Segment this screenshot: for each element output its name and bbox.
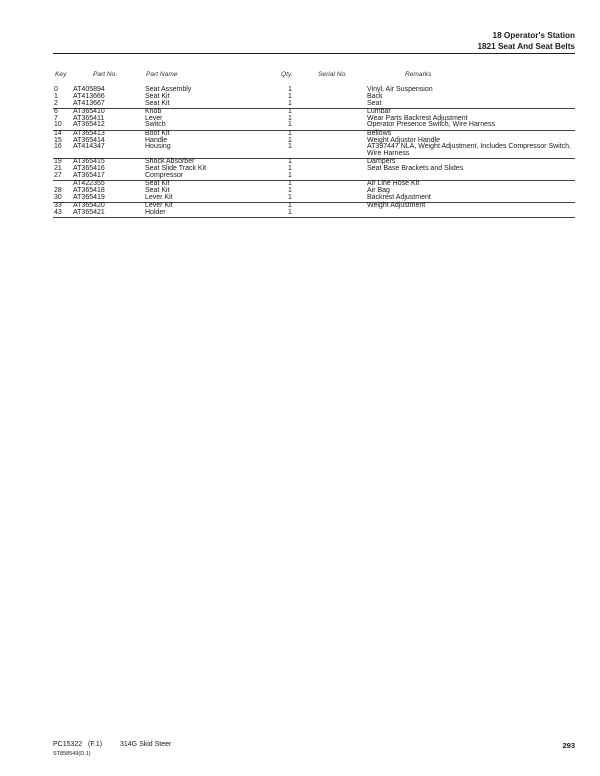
part-no-cell: AT365418 [73,187,105,195]
key-cell: 0 [54,86,58,93]
table-row [53,195,575,202]
part-no-cell: AT365413 [73,129,105,137]
qty-cell: 1 [288,180,292,188]
parts-group [53,159,575,181]
table-row [53,203,575,210]
part-no-cell: AT405894 [73,86,105,93]
remarks-cell: AT397447 NLA, Weight Adjustment, Includes Compressor Switch, Wire Harness [367,143,572,158]
remarks-cell: Seat [367,99,382,107]
qty-cell: 1 [288,209,292,217]
table-row [53,131,575,138]
part-name-cell: Boot Kit [145,129,170,137]
parts-group [53,203,575,218]
qty-cell: 1 [288,86,292,93]
table-row [53,173,575,180]
header-rule [53,53,575,54]
part-name-cell: Switch [145,121,166,129]
qty-cell: 1 [288,107,292,115]
qty-cell: 1 [288,202,292,210]
part-no-cell: AT365410 [73,107,105,115]
part-name-cell: Seat Kit [145,180,170,188]
table-row [53,159,575,166]
remarks-cell: Weight Adjustor Handle [367,136,441,144]
parts-group [53,109,575,131]
part-name-cell: Knob [145,107,162,115]
remarks-cell: Operator Presence Switch, Wire Harness [367,121,495,129]
key-cell: 2 [54,99,58,107]
remarks-cell: Vinyl, Air Suspension [367,86,433,93]
key-cell: 19 [54,158,62,166]
table-row [53,144,575,158]
qty-cell: 1 [288,172,292,180]
qty-cell: 1 [288,129,292,137]
remarks-cell: Wear Parts Backrest Adjustment [367,114,468,122]
col-key: Key [55,71,67,78]
part-no-cell: AT365414 [73,136,105,144]
footer-pc: PC15322 (F.1) [53,741,103,748]
key-cell: 30 [54,193,62,201]
parts-group [53,181,575,203]
col-part-no: Part No. [93,71,118,78]
part-name-cell: Seat Kit [145,99,170,107]
group-title: 1821 Seat And Seat Belts [477,42,575,51]
part-name-cell: Seat Kit [145,187,170,195]
section-title: 18 Operator's Station [492,31,575,40]
key-cell: 10 [54,121,62,129]
qty-cell: 1 [288,143,292,151]
remarks-cell: Bellows [367,129,392,137]
table-row [53,101,575,108]
key-cell: 14 [54,129,62,137]
part-name-cell: Lever [145,114,163,122]
part-no-cell: AT365415 [73,158,105,166]
part-no-cell: AT365417 [73,172,105,180]
parts-table [53,87,575,218]
table-row [53,122,575,129]
parts-group [53,131,575,160]
key-cell: 6 [54,107,58,115]
table-row [53,87,575,94]
remarks-cell: Lumbar [367,107,391,115]
key-cell: 1 [54,92,58,100]
part-name-cell: Handle [145,136,168,144]
part-no-cell: AT365420 [73,202,105,210]
part-name-cell: Lever Kit [145,202,173,210]
page-header [477,30,575,52]
part-no-cell: AT365421 [73,209,105,217]
remarks-cell: Air Line Hose Kit [367,180,420,188]
qty-cell: 1 [288,165,292,173]
part-no-cell: AT422355 [73,180,105,188]
part-name-cell: Seat Assembly [145,86,192,93]
part-name-cell: Seat Kit [145,92,170,100]
key-cell: 28 [54,187,62,195]
qty-cell: 1 [288,114,292,122]
key-cell: 27 [54,172,62,180]
remarks-cell: Seat Base Brackets and Slides [367,165,464,173]
remarks-cell: Air Bag [367,187,390,195]
key-cell: 21 [54,165,62,173]
table-row [53,109,575,116]
remarks-cell: Back [367,92,383,100]
qty-cell: 1 [288,158,292,166]
part-name-cell: Holder [145,209,166,217]
remarks-cell: Weight Adjustment [367,202,426,210]
col-serial-no: Serial No. [318,71,347,78]
col-remarks: Remarks [405,71,432,78]
key-cell: 33 [54,202,62,210]
part-name-cell: Shock Absorber [145,158,195,166]
table-row [53,94,575,101]
qty-cell: 1 [288,99,292,107]
part-no-cell: AT365411 [73,114,105,122]
key-cell: 15 [54,136,62,144]
key-cell: 7 [54,114,58,122]
part-no-cell: AT414347 [73,143,105,151]
table-row [53,181,575,188]
col-part-name: Part Name [146,71,178,78]
part-name-cell: Lever Kit [145,193,173,201]
remarks-cell: Dampers [367,158,396,166]
parts-group [53,87,575,109]
table-row [53,166,575,173]
part-no-cell: AT413667 [73,99,105,107]
footer-ref: ST858549(D.1) [53,751,91,757]
remarks-cell: Backrest Adjustment [367,193,431,201]
key-cell: 16 [54,143,62,151]
part-no-cell: AT365419 [73,193,105,201]
table-row [53,116,575,123]
qty-cell: 1 [288,121,292,129]
page-number: 293 [562,741,575,750]
table-row [53,188,575,195]
part-no-cell: AT365412 [73,121,105,129]
part-name-cell: Housing [145,143,171,151]
col-qty: Qty. [281,71,293,78]
qty-cell: 1 [288,136,292,144]
part-name-cell: Compressor [145,172,184,180]
part-no-cell: AT365416 [73,165,105,173]
table-row [53,210,575,217]
part-name-cell: Seat Slide Track Kit [145,165,207,173]
part-no-cell: AT413666 [73,92,105,100]
qty-cell: 1 [288,92,292,100]
qty-cell: 1 [288,187,292,195]
key-cell: 43 [54,209,62,217]
qty-cell: 1 [288,193,292,201]
footer-model: 314G Skid Steer [120,741,172,748]
